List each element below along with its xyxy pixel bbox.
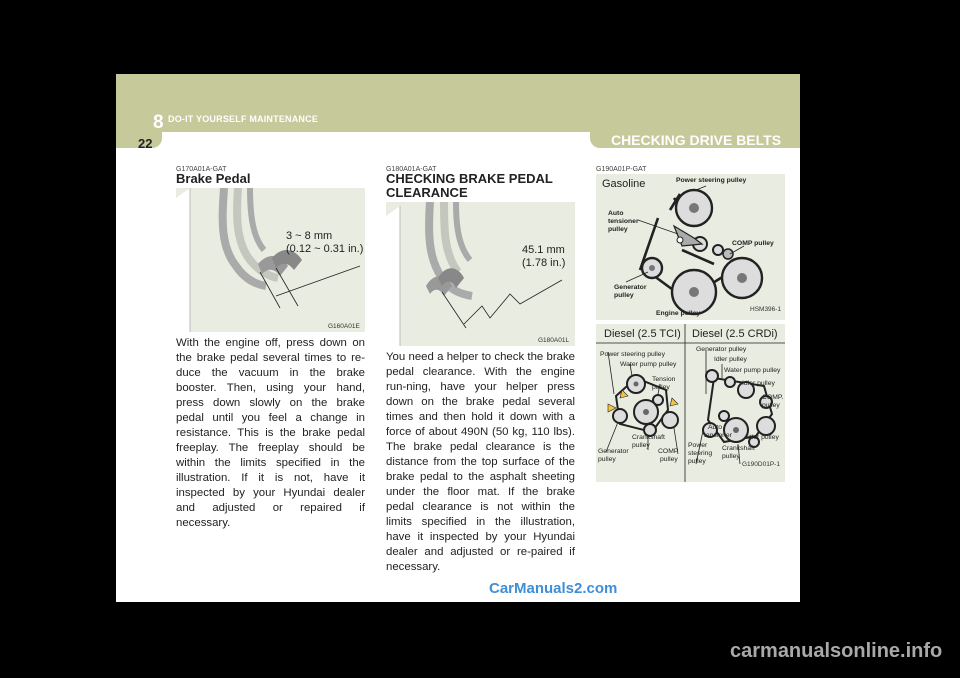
tci-comp-label-1: COMP bbox=[658, 448, 679, 455]
tci-water-pump-label: Water pump pulley bbox=[620, 361, 677, 368]
brake-pedal-code: G170A01A-GAT bbox=[176, 166, 227, 173]
gas-engine-label: Engine pulley bbox=[656, 310, 701, 317]
crdi-power-label-1: Power bbox=[688, 442, 708, 449]
brake-clearance-illustration bbox=[386, 202, 575, 346]
crdi-generator-label: Generator pulley bbox=[696, 346, 747, 353]
gas-comp-label: COMP pulley bbox=[732, 240, 774, 247]
clearance-label-mm: 45.1 mm bbox=[522, 244, 565, 256]
clearance-figure-code: G180A01L bbox=[538, 337, 570, 344]
page-number: 22 bbox=[138, 136, 153, 151]
tci-crankshaft-label-2: pulley bbox=[632, 442, 650, 449]
section-title: CHECKING DRIVE BELTS bbox=[610, 132, 782, 148]
clearance-body: You need a helper to check the brake pedal clearance. With the engine run-ning, have your helper press down on the brake pedal several times and then hold it down with a force of about 490N (50 kg, 110 lbs). The brake pedal clearance is the distance from the top surface of the brake pedal to the asphalt sheeting under the floor mat. If the brake pedal clearance is not within the limits specified in the illustration, have it inspected by your Hyundai dealer and adjusted or re-paired if necessary. bbox=[386, 351, 575, 573]
diesel-tci-title: Diesel (2.5 TCI) bbox=[604, 328, 681, 340]
brake-pedal-figure bbox=[176, 188, 365, 332]
crdi-power-label-3: pulley bbox=[688, 458, 706, 465]
chapter-title: DO-IT YOURSELF MAINTENANCE bbox=[168, 114, 319, 124]
tci-generator-label-2: pulley bbox=[598, 456, 616, 463]
gas-auto-label-1: Auto bbox=[608, 210, 624, 217]
clearance-heading-line1: CHECKING BRAKE PEDAL bbox=[386, 171, 553, 186]
crdi-idler-label-2: Idler pulley bbox=[742, 380, 775, 387]
brake-pedal-heading: Brake Pedal bbox=[176, 171, 251, 186]
tci-comp-label-2: pulley bbox=[660, 456, 678, 463]
brake-pedal-figure-code: G160A01E bbox=[328, 323, 360, 330]
crdi-power-label-2: steering bbox=[688, 450, 713, 457]
clearance-label-in: (1.78 in.) bbox=[522, 257, 566, 269]
chapter-number: 8 bbox=[153, 112, 164, 133]
freeplay-label-mm: 3 ~ 8 mm bbox=[286, 230, 333, 242]
manual-page bbox=[116, 74, 800, 602]
watermark-link[interactable]: CarManuals2.com bbox=[489, 580, 618, 597]
brake-pedal-illustration bbox=[176, 188, 365, 332]
drive-belt-code: G190A01P-GAT bbox=[596, 166, 647, 173]
crdi-crankshaft-label-1: Crankshaft bbox=[722, 445, 755, 452]
gasoline-figure-code: HSM396-1 bbox=[750, 306, 782, 313]
diesel-figure-code: G190D01P-1 bbox=[742, 461, 780, 468]
tci-power-steering-label: Power steering pulley bbox=[600, 351, 665, 358]
freeplay-label-in: (0.12 ~ 0.31 in.) bbox=[286, 243, 364, 255]
crdi-comp-label-1: COMP. bbox=[762, 394, 784, 401]
crdi-comp-label-2: pulley bbox=[762, 402, 780, 409]
tci-crankshaft-label-1: Crankshaft bbox=[632, 434, 665, 441]
tci-tension-label-2: pulley bbox=[652, 384, 670, 391]
gasoline-belt-figure bbox=[596, 174, 785, 320]
crdi-idler-label-3: Idler pulley bbox=[746, 434, 779, 441]
gas-generator-label-1: Generator bbox=[614, 284, 647, 291]
gas-auto-label-2: tensioner bbox=[608, 218, 639, 225]
crdi-auto-label-1: Auto bbox=[708, 424, 722, 431]
crdi-idler-label-1: Idler pulley bbox=[714, 356, 747, 363]
diesel-belt-figure bbox=[596, 324, 785, 482]
footer-brand: carmanualsonline.info bbox=[730, 640, 943, 662]
clearance-code: G180A01A-GAT bbox=[386, 166, 437, 173]
tci-tension-label-1: Tension bbox=[652, 376, 676, 383]
crdi-crankshaft-label-2: pulley bbox=[722, 453, 740, 460]
gasoline-title: Gasoline bbox=[602, 178, 646, 190]
gas-auto-label-3: pulley bbox=[608, 226, 628, 233]
brake-clearance-figure bbox=[386, 202, 575, 346]
diesel-crdi-title: Diesel (2.5 CRDi) bbox=[692, 328, 778, 340]
crdi-auto-label-2: tensioner bbox=[704, 432, 732, 439]
gas-generator-label-2: pulley bbox=[614, 292, 634, 299]
brake-pedal-body: With the engine off, press down on the brake pedal several times to re-duce the vacuum in the brake booster. Then, using your hand, press down slowly on the brake pedal until you feel a change in resistance. This is the brake pedal freeplay. The freeplay should be within the limits specified in the illustration. If it is not, have it inspected by your Hyundai dealer and adjusted or repaired if necessary. bbox=[176, 337, 365, 529]
gas-power-steering-label: Power steering pulley bbox=[676, 177, 747, 184]
crdi-water-pump-label: Water pump pulley bbox=[724, 367, 781, 374]
tci-generator-label-1: Generator bbox=[598, 448, 629, 455]
clearance-heading-line2: CLEARANCE bbox=[386, 185, 468, 200]
